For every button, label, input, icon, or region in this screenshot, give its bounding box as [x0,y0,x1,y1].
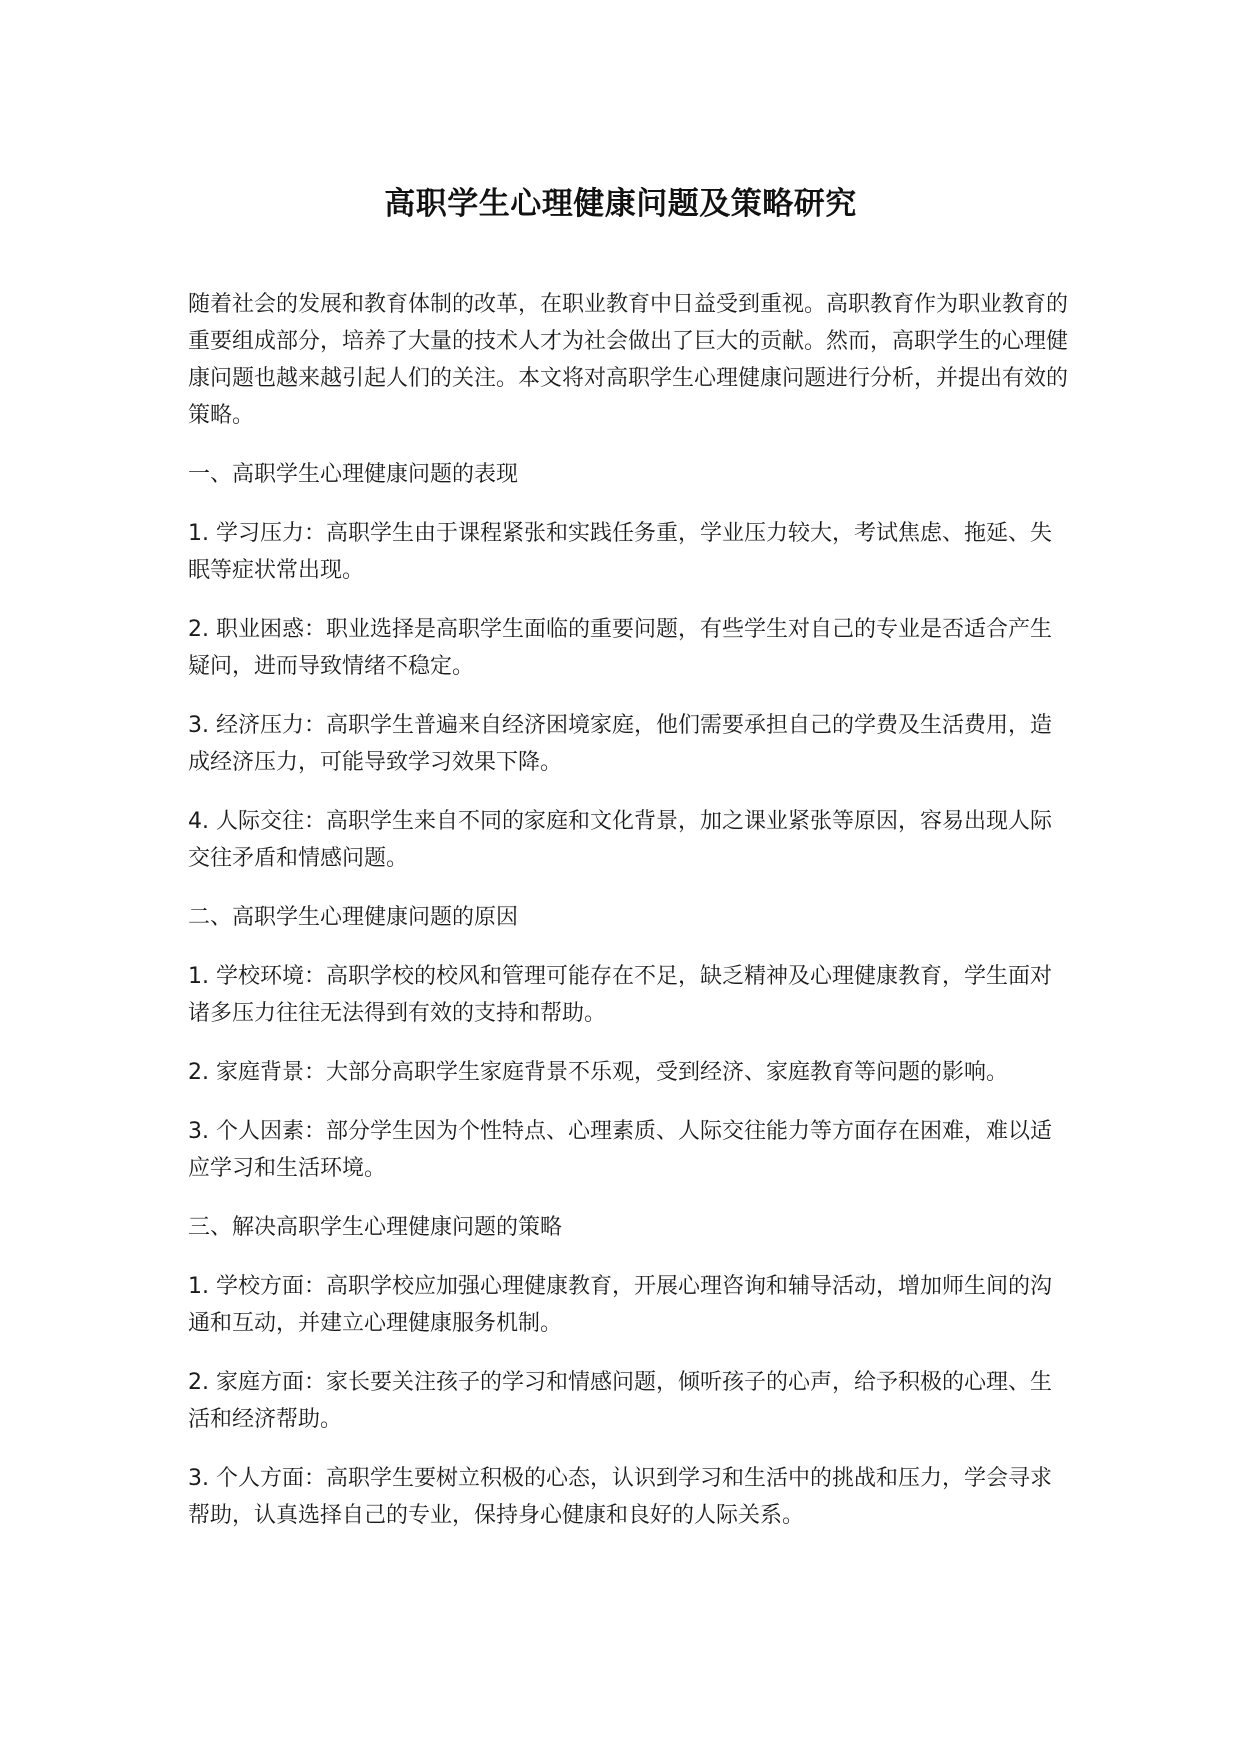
intro-paragraph: 随着社会的发展和教育体制的改革，在职业教育中日益受到重视。高职教育作为职业教育的重要组成部分，培养了大量的技术人才为社会做出了巨大的贡献。然而，高职学生的心理健康问题也越来越引起人们的关注。本文将对高职学生心理健康问题进行分析，并提出有效的策略。 [188,292,1069,428]
list-item: 2. 家庭背景：大部分高职学生家庭背景不乐观，受到经济、家庭教育等问题的影响。 [188,1060,1008,1085]
list-item: 3. 个人因素：部分学生因为个性特点、心理素质、人际交往能力等方面存在困难，难以适应学习和生活环境。 [188,1119,1052,1181]
list-item: 1. 学校方面：高职学校应加强心理健康教育，开展心理咨询和辅导活动，增加师生间的沟通和互动，并建立心理健康服务机制。 [188,1274,1052,1336]
list-item: 4. 人际交往：高职学生来自不同的家庭和文化背景，加之课业紧张等原因，容易出现人际交往矛盾和情感问题。 [188,809,1052,871]
section-causes [188,899,1068,1187]
section-heading: 二、高职学生心理健康问题的原因 [188,905,519,930]
list-item: 1. 学校环境：高职学校的校风和管理可能存在不足，缺乏精神及心理健康教育，学生面对诸多压力往往无法得到有效的支持和帮助。 [188,964,1052,1026]
list-item: 2. 职业困惑：职业选择是高职学生面临的重要问题，有些学生对自己的专业是否适合产生疑问，进而导致情绪不稳定。 [188,617,1052,679]
section-heading: 三、解决高职学生心理健康问题的策略 [188,1215,563,1240]
document-body [188,286,1068,1556]
list-item: 2. 家庭方面：家长要关注孩子的学习和情感问题，倾听孩子的心声，给予积极的心理、生活和经济帮助。 [188,1370,1052,1432]
section-strategies [188,1209,1068,1534]
document-title: 高职学生心理健康问题及策略研究 [384,186,857,222]
list-item: 3. 个人方面：高职学生要树立积极的心态，认识到学习和生活中的挑战和压力，学会寻求帮助，认真选择自己的专业，保持身心健康和良好的人际关系。 [188,1466,1052,1528]
section-manifestations [188,456,1068,877]
list-item: 1. 学习压力：高职学生由于课程紧张和实践任务重，学业压力较大，考试焦虑、拖延、失眠等症状常出现。 [188,521,1052,583]
section-heading: 一、高职学生心理健康问题的表现 [188,462,519,487]
list-item: 3. 经济压力：高职学生普遍来自经济困境家庭，他们需要承担自己的学费及生活费用，造成经济压力，可能导致学习效果下降。 [188,713,1052,775]
